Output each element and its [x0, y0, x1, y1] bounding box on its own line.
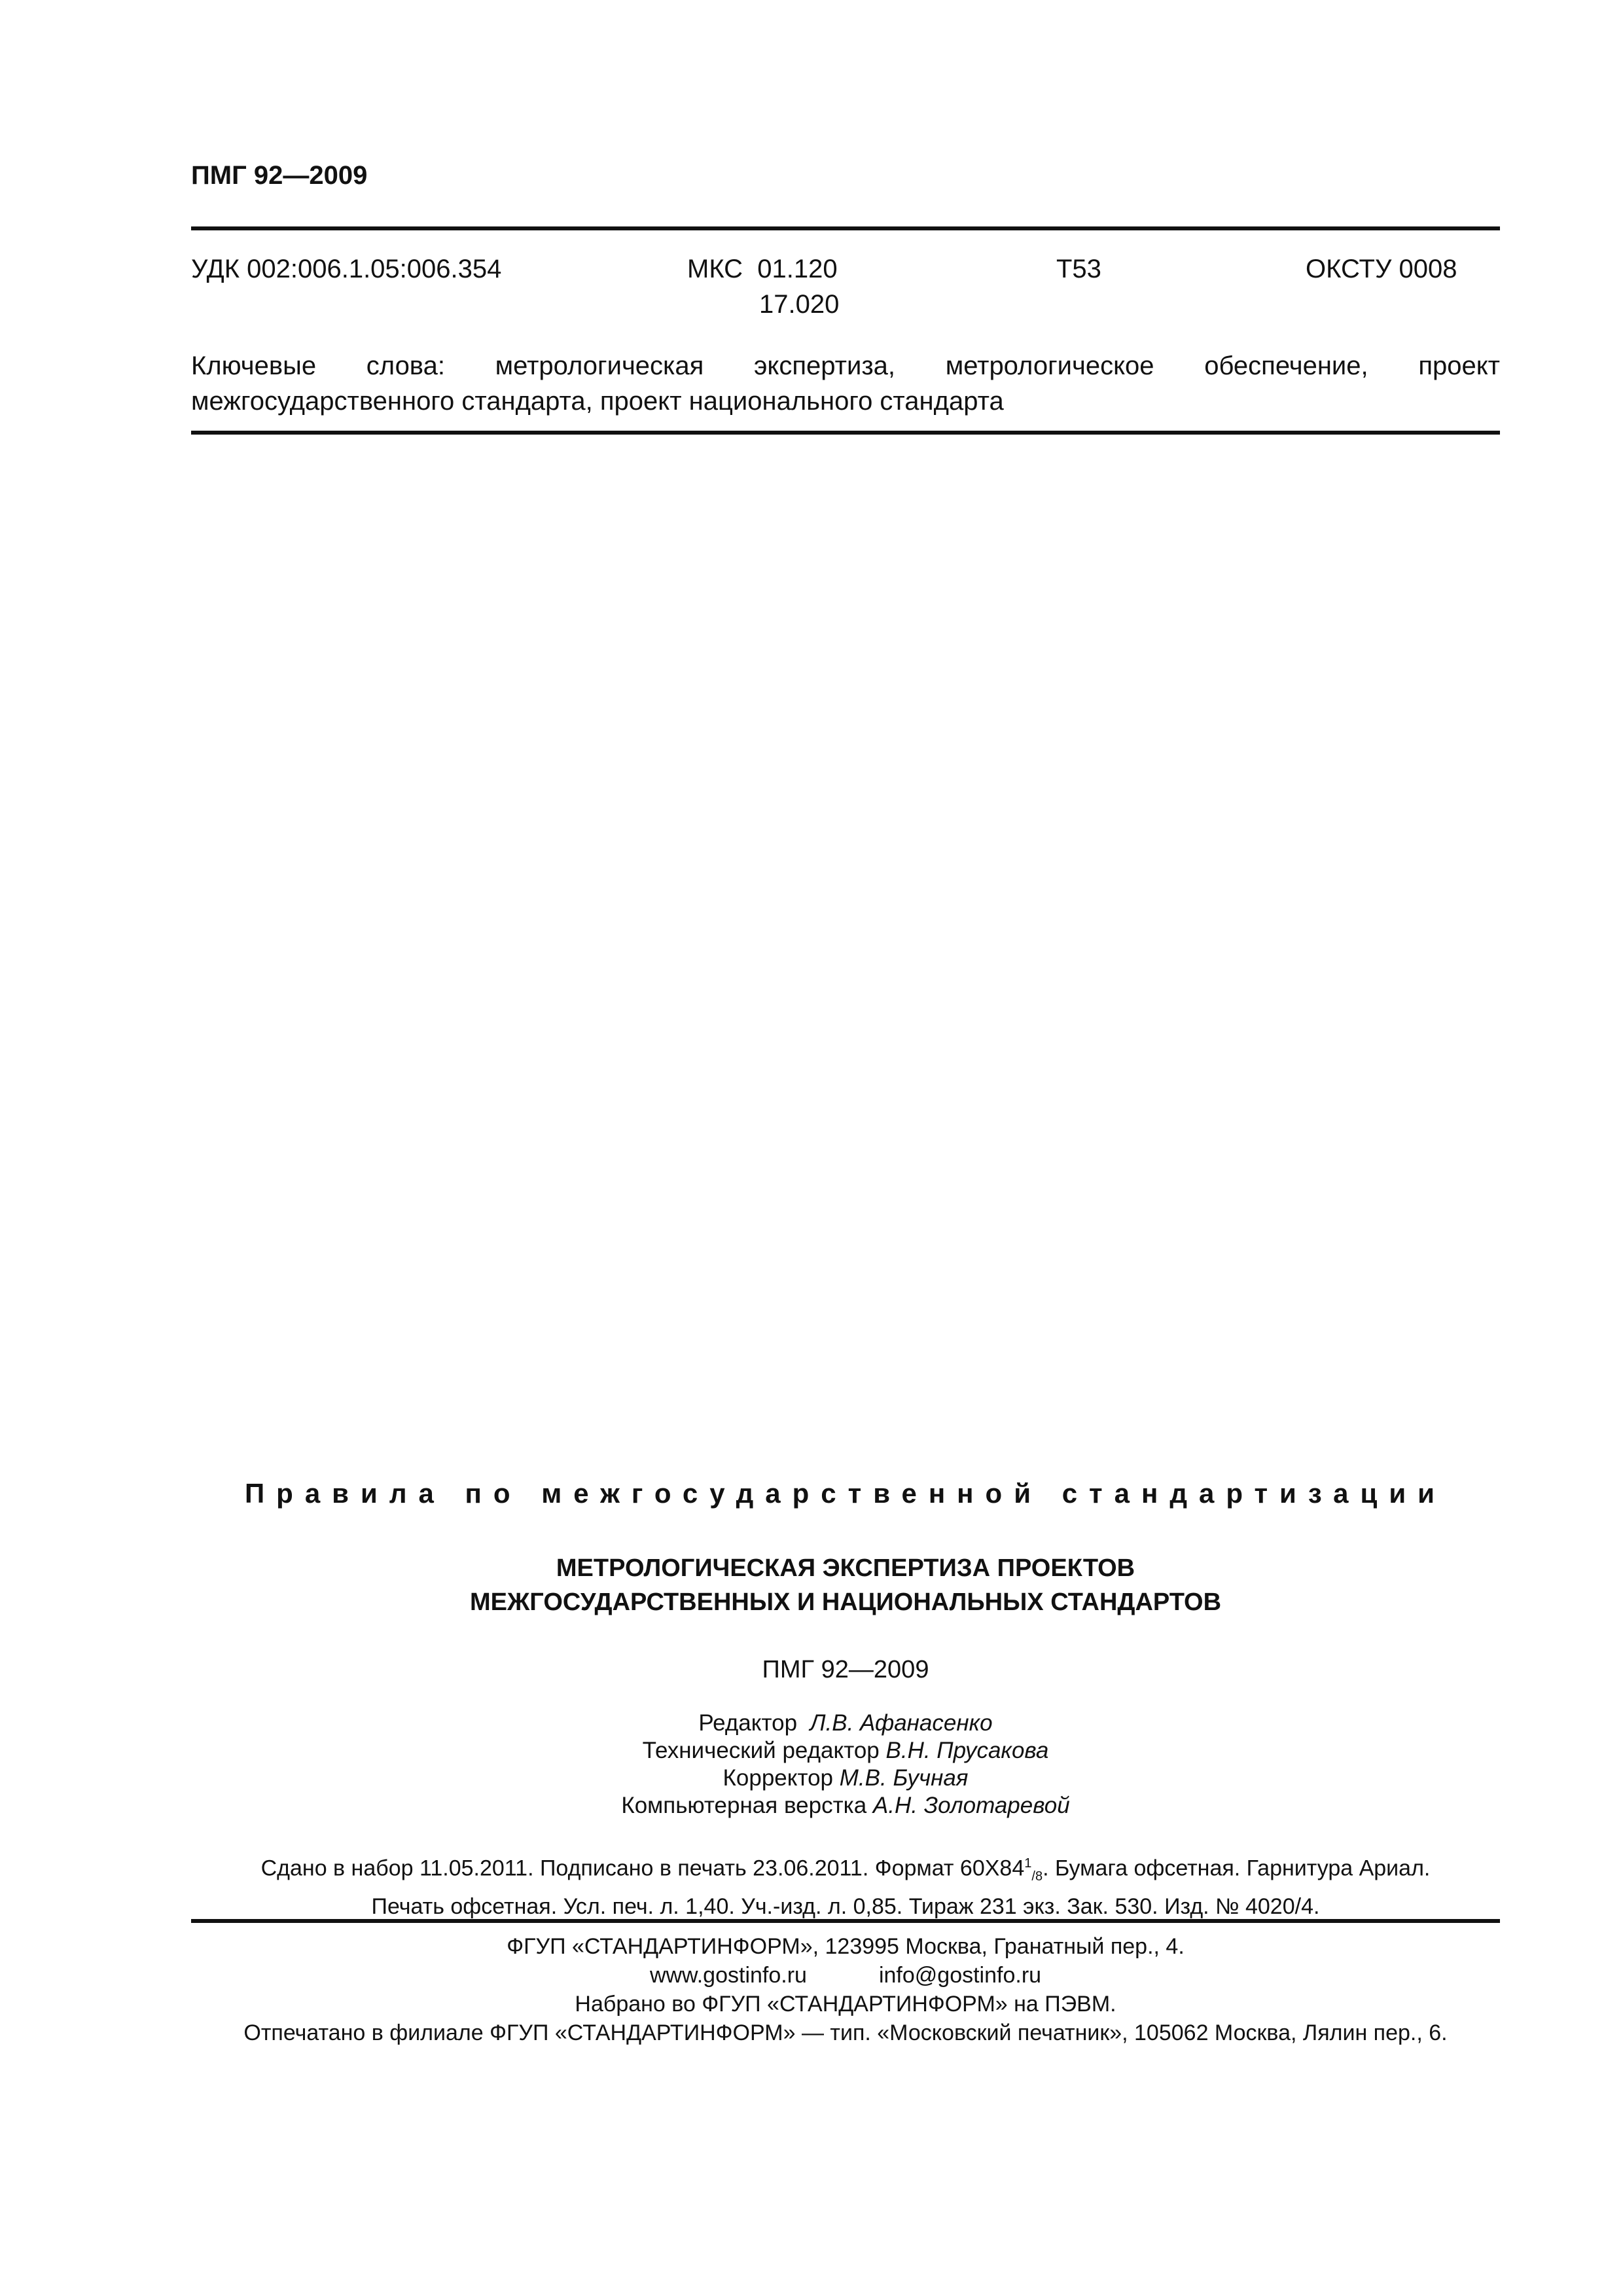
publication-line-1-tail: . Бумага офсетная. Гарнитура Ариал.: [1043, 1856, 1431, 1881]
okstu-code: ОКСТУ 0008: [1306, 255, 1457, 283]
keywords: Ключевые слова: метрологическая экспертиза, метрологическое обеспечение, проект межгосударственного стандарта, проект национального стандарта: [191, 351, 1500, 416]
staff-credits: [191, 1710, 1500, 1820]
staff-role: Редактор: [698, 1710, 798, 1736]
staff-editor: [191, 1710, 1500, 1737]
staff-proofreader: [191, 1765, 1500, 1792]
staff-name: А.Н. Золотаревой: [872, 1793, 1070, 1818]
staff-name: В.Н. Прусакова: [885, 1738, 1049, 1763]
t-code: Т53: [1056, 255, 1101, 283]
publisher-address: ФГУП «СТАНДАРТИНФОРМ», 123995 Москва, Гранатный пер., 4.: [507, 1934, 1185, 1959]
format-fraction-numerator: 1: [1024, 1856, 1032, 1871]
series-title: Правила по межгосударственной стандартизации: [244, 1478, 1446, 1509]
document-title-line-2: МЕЖГОСУДАРСТВЕННЫХ И НАЦИОНАЛЬНЫХ СТАНДАРТОВ: [469, 1588, 1222, 1616]
document-code-imprint: ПМГ 92—2009: [762, 1656, 929, 1683]
document-title: [191, 1551, 1500, 1619]
website-link[interactable]: www.gostinfo.ru: [649, 1963, 807, 1988]
publisher-contacts: [191, 1961, 1500, 1990]
printed-note: Отпечатано в филиале ФГУП «СТАНДАРТИНФОРМ» — тип. «Московский печатник», 105062 Москва, Лялин пер., 6.: [243, 2020, 1448, 2045]
format-fraction-denominator: /8: [1031, 1869, 1043, 1884]
publication-line-1: [191, 1848, 1500, 1892]
mks-label: МКС: [687, 255, 743, 283]
publisher-footer: [191, 1932, 1500, 2047]
publication-line-2: Печать офсетная. Усл. печ. л. 1,40. Уч.-изд. л. 0,85. Тираж 231 экз. Зак. 530. Изд. № 4020/4.: [371, 1894, 1320, 1920]
staff-name: Л.В. Афанасенко: [810, 1710, 993, 1736]
publication-details: [191, 1848, 1500, 1922]
staff-tech-editor: [191, 1737, 1500, 1765]
mks-value-1: 01.120: [757, 255, 838, 283]
staff-layout: [191, 1792, 1500, 1820]
staff-role: Компьютерная верстка: [621, 1793, 867, 1818]
document-title-line-1: МЕТРОЛОГИЧЕСКАЯ ЭКСПЕРТИЗА ПРОЕКТОВ: [556, 1554, 1135, 1582]
footer-divider: [191, 1919, 1500, 1923]
udk-code: УДК 002:006.1.05:006.354: [191, 255, 502, 283]
typeset-note: Набрано во ФГУП «СТАНДАРТИНФОРМ» на ПЭВМ.: [575, 1992, 1116, 2017]
email-link[interactable]: info@gostinfo.ru: [878, 1963, 1042, 1988]
staff-role: Корректор: [722, 1765, 834, 1791]
mks-code: [687, 251, 883, 322]
top-divider: [191, 226, 1500, 230]
publication-line-1-text: Сдано в набор 11.05.2011. Подписано в печать 23.06.2011. Формат 60X84: [260, 1856, 1025, 1881]
document-code-header: ПМГ 92—2009: [191, 161, 368, 190]
mks-value-2: 17.020: [759, 290, 840, 319]
staff-role: Технический редактор: [642, 1738, 880, 1763]
staff-name: М.В. Бучная: [839, 1765, 969, 1791]
keywords-divider: [191, 431, 1500, 435]
